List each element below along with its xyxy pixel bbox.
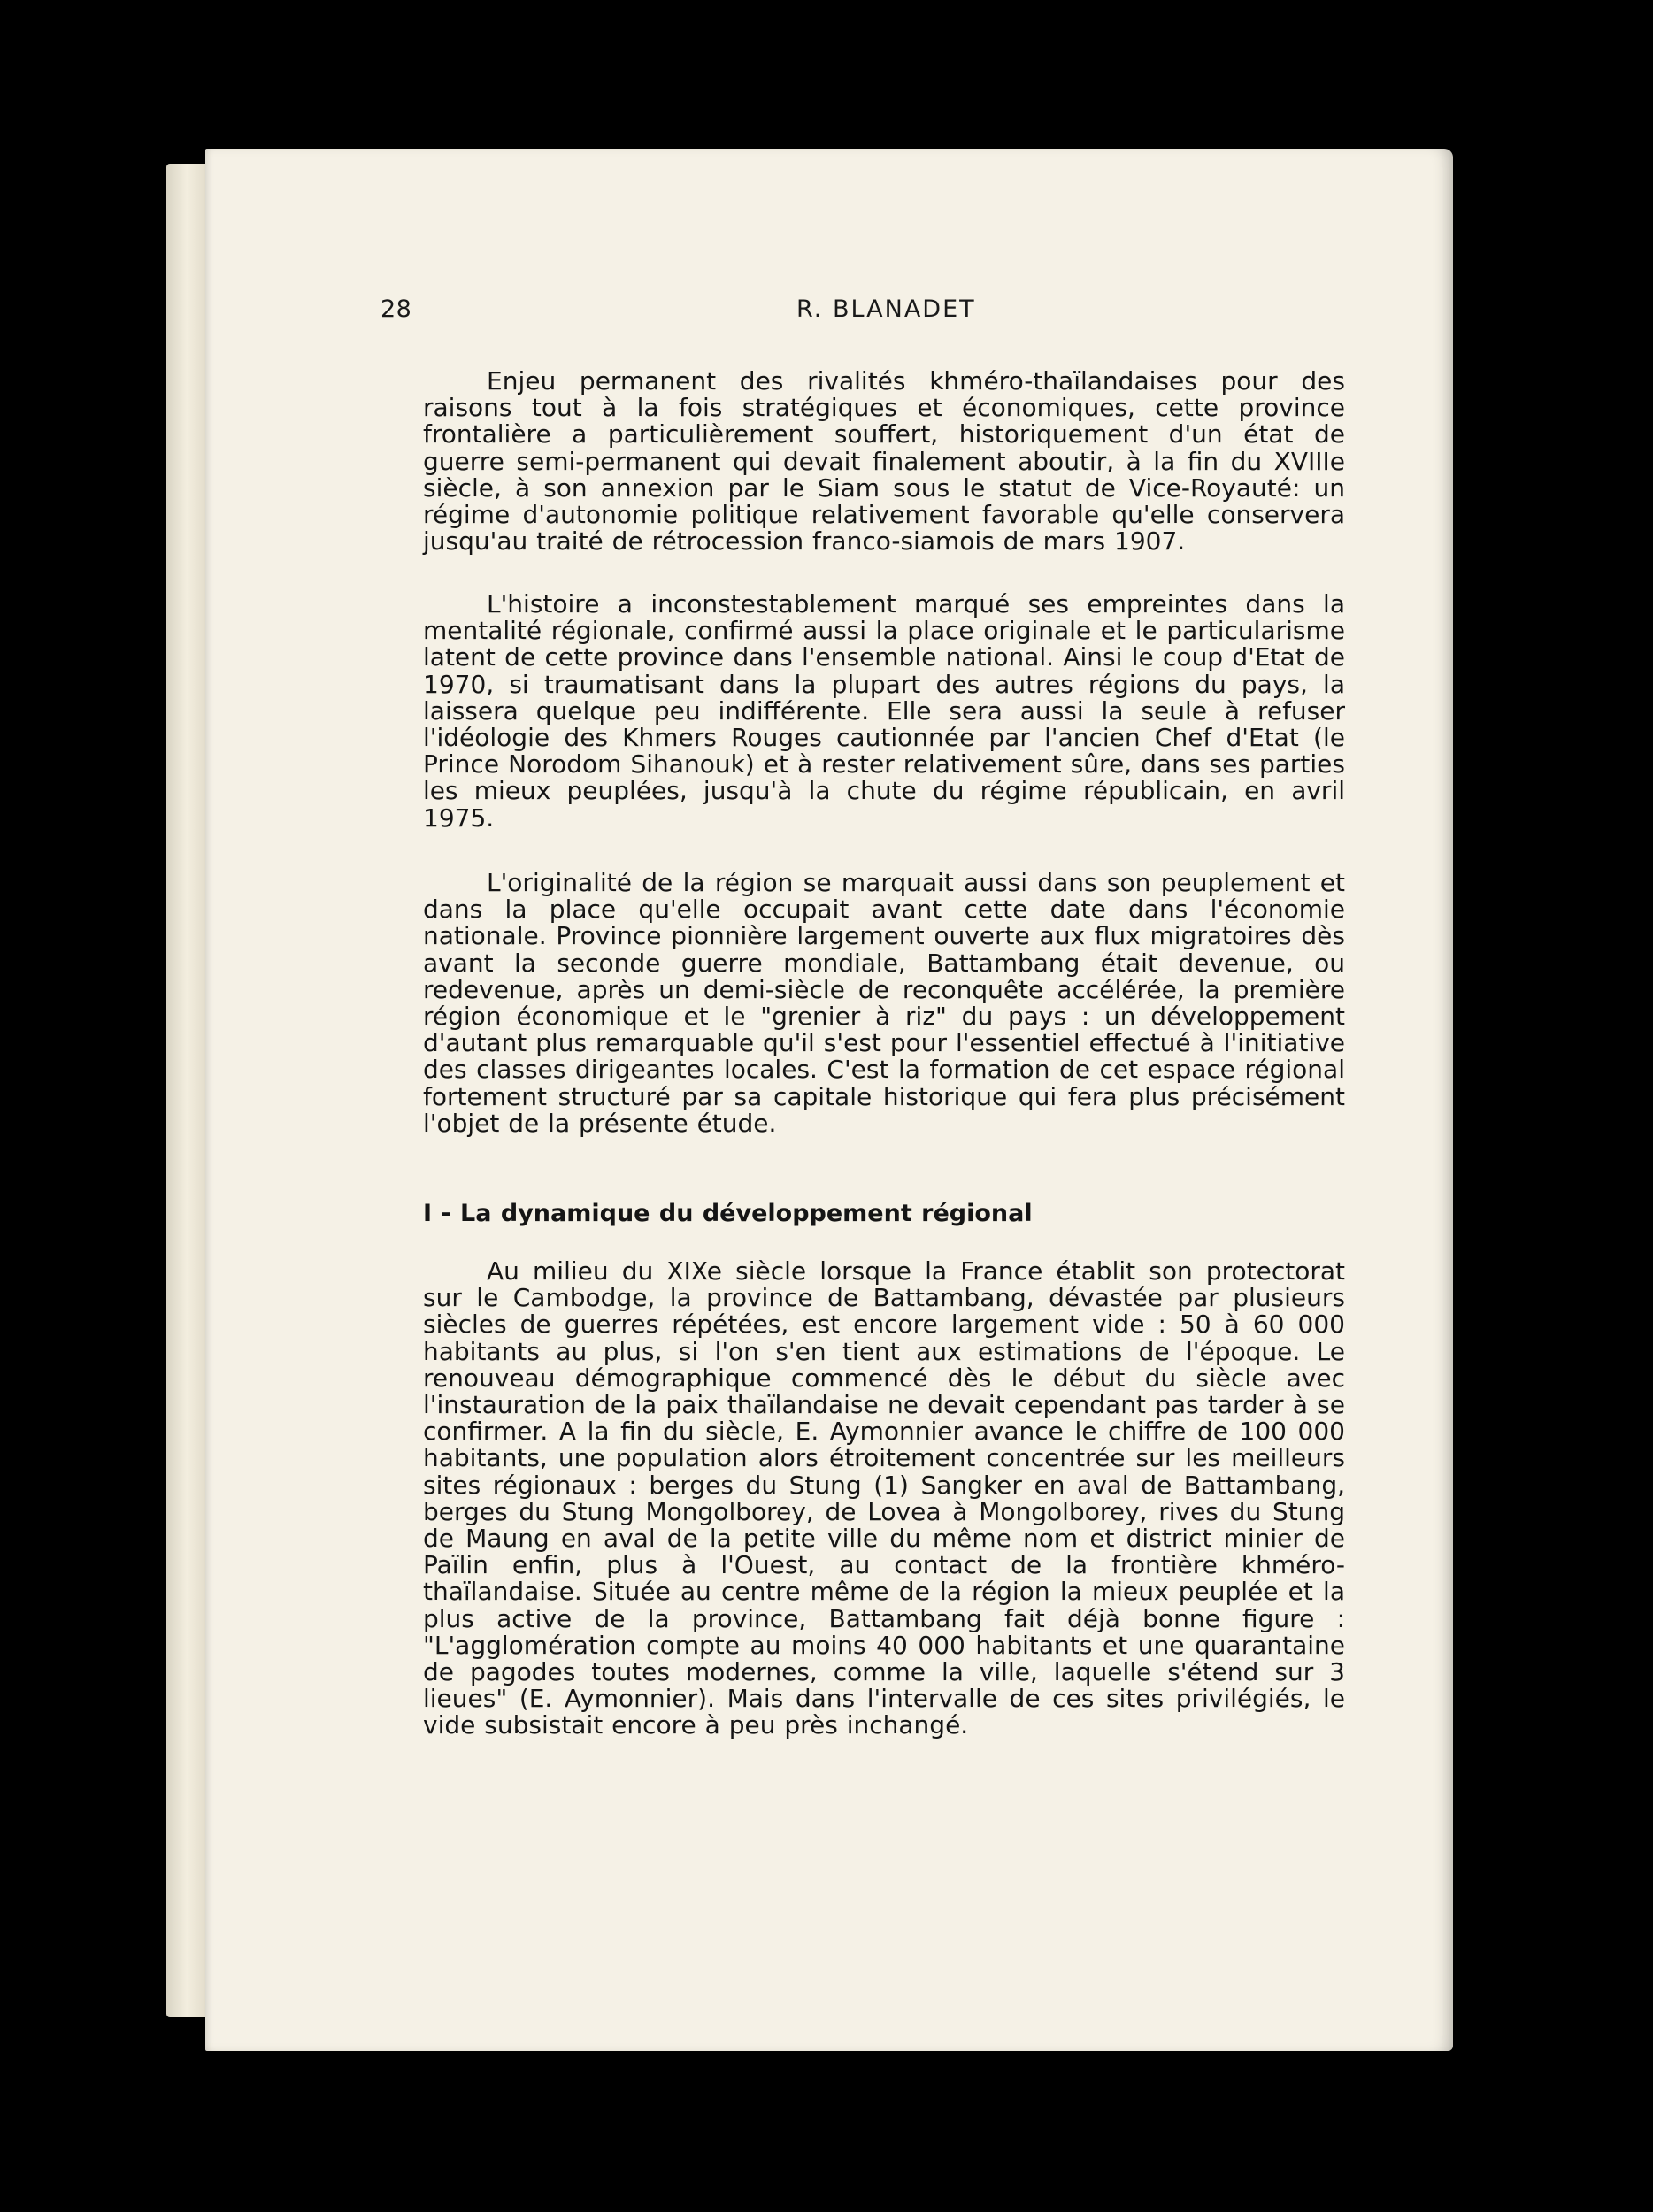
paragraph-text: Au milieu du XIXe siècle lorsque la France établit son protectorat sur le Cambodge, la province de Battambang, dévastée par plusieurs siècles de guerres répétées, est encore largement vide : 50 à 60 000 habitants au plus, si l'on s'en tient aux estimations de l'époque. Le renouveau démographique commencé dès le début du siècle avec l'instauration de la paix thaïlandaise ne devait cependant pas tarder à se confirmer. A la fin du siècle, E. Aymonnier avance le chiffre de 100 000 habitants, une population alors étroitement concentrée sur les meilleurs sites régionaux : berges du Stung (1) Sangker en aval de Battambang, berges du Stung Mongolborey, de Lovea à Mongolborey, rives du Stung de Maung en aval de la petite ville du même nom et district minier de Païlin enfin, plus à l'Ouest, au contact de la frontière khméro-thaïlandaise. Située au centre même de la région la mieux peuplée et la plus active de la province, Battambang fait déjà bonne figure : "L'agglomération compte au moins 40 000 habitants et une quarantaine de pagodes toutes modernes, comme la ville, laquelle s'étend sur 3 lieues" (E. Aymonnier). Mais dans l'intervalle de ces sites privilégiés, le vide subsistait encore à peu près inchangé. bbox=[423, 1256, 1345, 1740]
page-number: 28 bbox=[381, 296, 412, 323]
section-title: I - La dynamique du développement régional bbox=[423, 1200, 1033, 1227]
paragraph-text: L'histoire a inconstestablement marqué ses empreintes dans la mentalité régionale, confirmé aussi la place originale et le particularisme latent de cette province dans l'ensemble national. Ainsi le coup d'Etat de 1970, si traumatisant dans la plupart des autres régions du pays, la laissera quelque peu indifférente. Elle sera aussi la seule à refuser l'idéologie des Khmers Rouges cautionnée par l'ancien Chef d'Etat (le Prince Norodom Sihanouk) et à rester relativement sûre, dans ses parties les mieux peuplées, jusqu'à la chute du régime républicain, en avril 1975. bbox=[423, 589, 1345, 833]
paragraph-1 bbox=[423, 368, 1345, 555]
paragraph-3 bbox=[423, 870, 1345, 1137]
section-heading bbox=[423, 1201, 1345, 1227]
running-head-author: R. BLANADET bbox=[796, 296, 976, 323]
paragraph-text: L'originalité de la région se marquait aussi dans son peuplement et dans la place qu'elle occupait avant cette date dans l'économie nationale. Province pionnière largement ouverte aux flux migratoires dès avant la seconde guerre mondiale, Battambang était devenue, ou redevenue, après un demi-siècle de reconquête accélérée, la première région économique et le "grenier à riz" du pays : un développement d'autant plus remarquable qu'il s'est pour l'essentiel effectué à l'initiative des classes dirigeantes locales. C'est la formation de cet espace régional fortement structuré par sa capitale historique qui fera plus précisément l'objet de la présente étude. bbox=[423, 868, 1345, 1138]
paragraph-text: Enjeu permanent des rivalités khméro-thaïlandaises pour des raisons tout à la fois stratégiques et économiques, cette province frontalière a particulièrement souffert, historiquement d'un état de guerre semi-permanent qui devait finalement aboutir, à la fin du XVIIIe siècle, à son annexion par le Siam sous le statut de Vice-Royauté: un régime d'autonomie politique relativement favorable qu'elle conservera jusqu'au traité de rétrocession franco-siamois de mars 1907. bbox=[423, 366, 1345, 557]
paragraph-2 bbox=[423, 591, 1345, 832]
page-header bbox=[381, 296, 1345, 331]
paragraph-4 bbox=[423, 1258, 1345, 1740]
